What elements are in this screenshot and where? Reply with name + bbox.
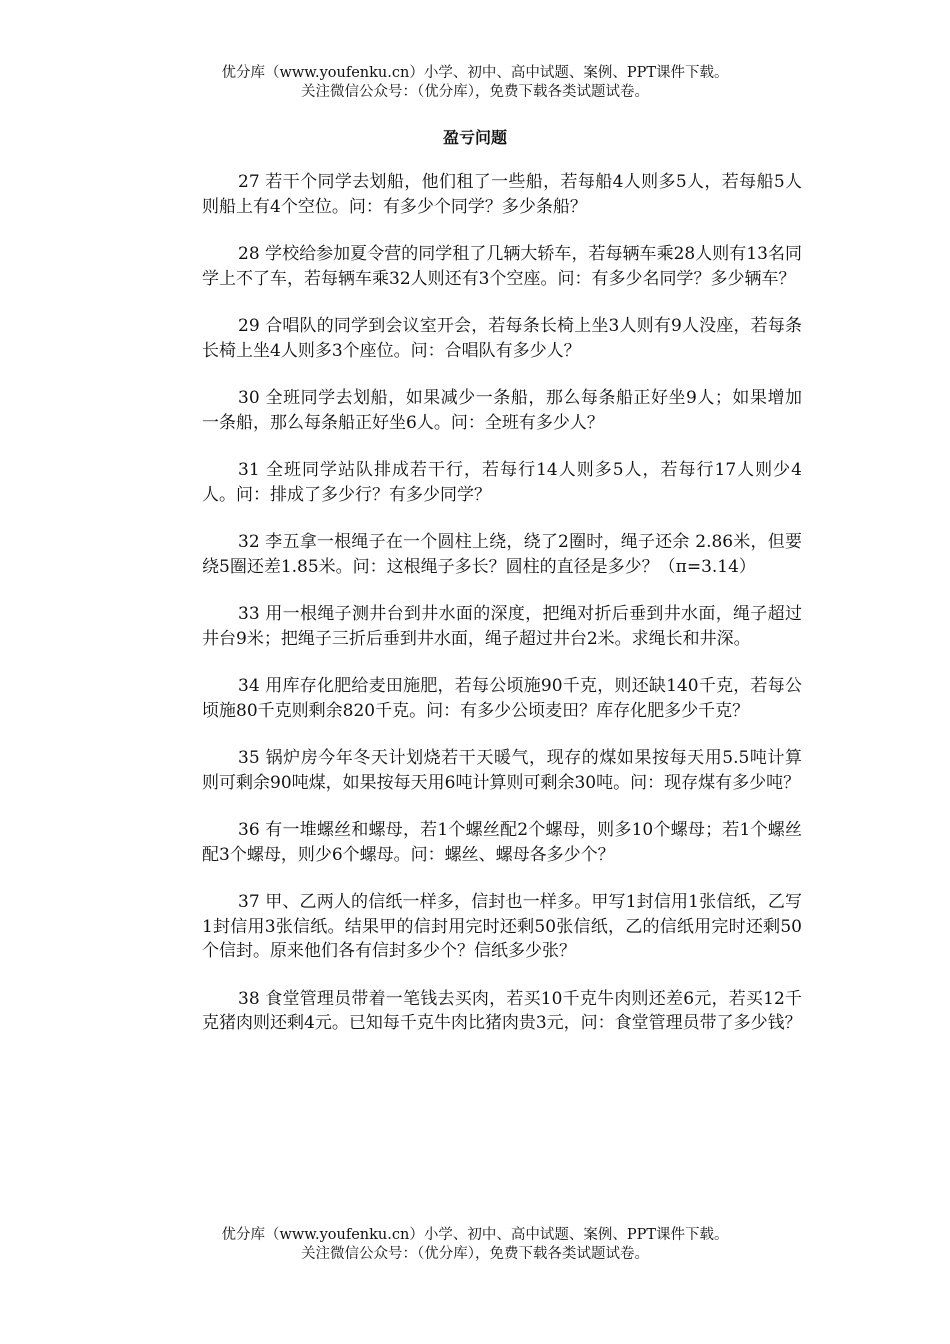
question-list <box>202 170 802 1059</box>
question-37: 37 甲、乙两人的信纸一样多，信封也一样多。甲写1封信用1张信纸，乙写1封信用3张信纸。结果甲的信封用完时还剩50张信纸，乙的信纸用完时还剩50个信封。原来他们各有信封多少个？信纸多少张？ <box>202 892 802 961</box>
question-34: 34 用库存化肥给麦田施肥，若每公顷施90千克，则还缺140千克，若每公顷施80千克则剩余820千克。问：有多少公顷麦田？库存化肥多少千克？ <box>202 676 802 721</box>
page-header <box>0 64 950 102</box>
question-27: 27 若干个同学去划船，他们租了一些船，若每船4人则多5人，若每船5人则船上有4个空位。问：有多少个同学？多少条船？ <box>202 172 802 217</box>
page-footer <box>0 1226 950 1264</box>
footer-line-2: 关注微信公众号：（优分库），免费下载各类试题试卷。 <box>301 1246 649 1262</box>
header-line-1: 优分库（www.youfenku.cn）小学、初中、高中试题、案例、PPT课件下载。 <box>221 65 729 81</box>
question-29: 29 合唱队的同学到会议室开会，若每条长椅上坐3人则有9人没座，若每条长椅上坐4人则多3个座位。问：合唱队有多少人？ <box>202 316 802 361</box>
question-35: 35 锅炉房今年冬天计划烧若干天暖气，现存的煤如果按每天用5.5吨计算则可剩余90吨煤，如果按每天用6吨计算则可剩余30吨。问：现存煤有多少吨？ <box>202 748 802 793</box>
header-line-2: 关注微信公众号：（优分库），免费下载各类试题试卷。 <box>301 84 649 100</box>
question-31: 31 全班同学站队排成若干行，若每行14人则多5人，若每行17人则少4人。问：排成了多少行？有多少同学？ <box>202 460 802 505</box>
question-32: 32 李五拿一根绳子在一个圆柱上绕，绕了2圈时，绳子还余 2.86米，但要绕5圈还差1.85米。问：这根绳子多长？圆柱的直径是多少？（π=3.14） <box>202 532 802 577</box>
footer-line-1: 优分库（www.youfenku.cn）小学、初中、高中试题、案例、PPT课件下载。 <box>221 1227 729 1243</box>
question-38: 38 食堂管理员带着一笔钱去买肉，若买10千克牛肉则还差6元，若买12千克猪肉则还剩4元。已知每千克牛肉比猪肉贵3元，问：食堂管理员带了多少钱？ <box>202 988 802 1033</box>
question-33: 33 用一根绳子测井台到井水面的深度，把绳对折后垂到井水面，绳子超过井台9米；把绳子三折后垂到井水面，绳子超过井台2米。求绳长和井深。 <box>202 604 802 649</box>
document-title: 盈亏问题 <box>442 128 507 147</box>
question-28: 28 学校给参加夏令营的同学租了几辆大轿车，若每辆车乘28人则有13名同学上不了车，若每辆车乘32人则还有3个空座。问：有多少名同学？多少辆车？ <box>202 244 802 289</box>
question-36: 36 有一堆螺丝和螺母，若1个螺丝配2个螺母，则多10个螺母；若1个螺丝配3个螺母，则少6个螺母。问：螺丝、螺母各多少个？ <box>202 820 802 865</box>
question-30: 30 全班同学去划船，如果减少一条船，那么每条船正好坐9人；如果增加一条船，那么每条船正好坐6人。问：全班有多少人？ <box>202 388 802 433</box>
